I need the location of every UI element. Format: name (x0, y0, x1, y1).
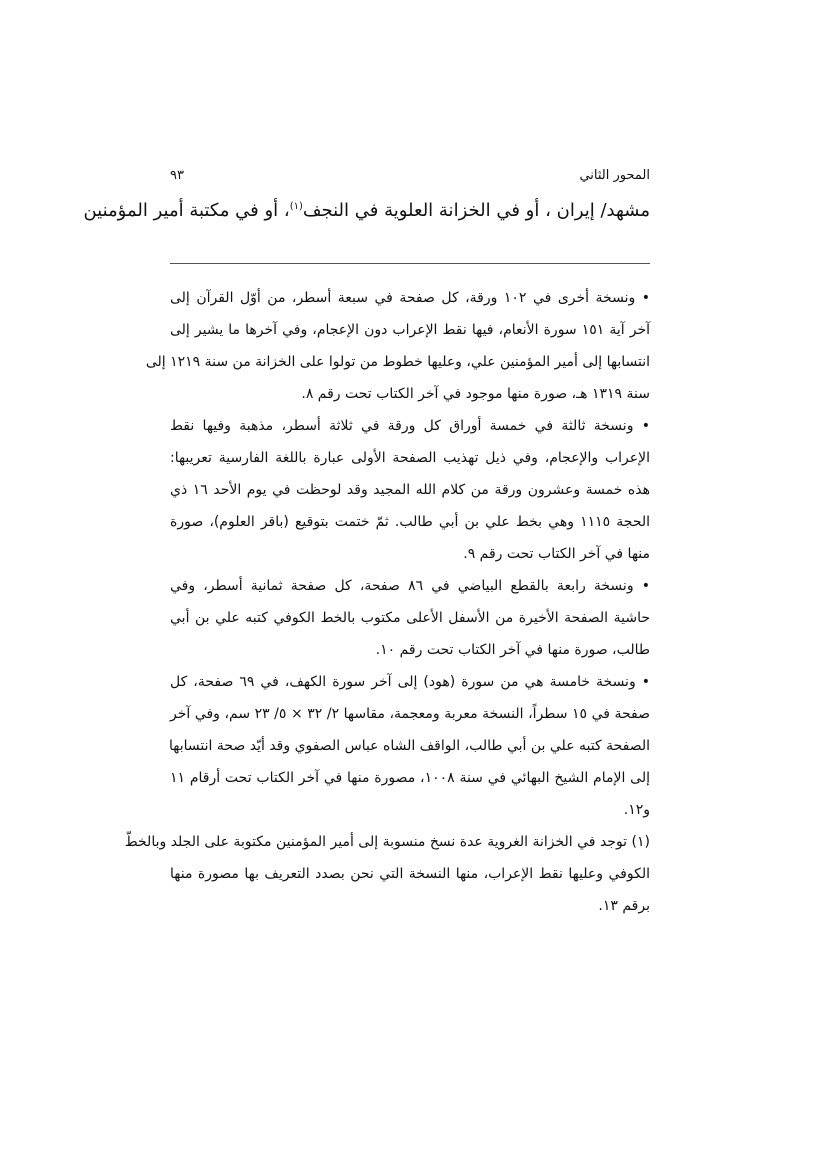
body-line: صفحة في ١٥ سطراً، النسخة معربة ومعجمة، مقاسها ٢/ ٣٢ × ٥/ ٢٣ سم، وفي آخر (170, 706, 650, 722)
body-line: سنة ١٣١٩ هـ، صورة منها موجود في آخر الكتاب تحت رقم ٨. (301, 386, 650, 402)
body-line: إلى الإمام الشيخ البهائي في سنة ١٠٠٨، مصورة منها في آخر الكتاب تحت أرقام ١١ (170, 770, 650, 786)
separator-rule (170, 263, 650, 264)
title-line (83, 200, 650, 221)
body-line: حاشية الصفحة الأخيرة من الأسفل الأعلى مكتوب بالخط الكوفي كتبه علي بن أبي (170, 610, 650, 626)
page-number: ٩٣ (170, 168, 184, 183)
body-line: الصفحة كتبه علي بن أبي طالب، الواقف الشاه عباس الصفوي وقد أيّد صحة انتسابها (169, 738, 650, 754)
footnote-line: برقم ١٣. (598, 898, 650, 914)
body-line: طالب، صورة منها في آخر الكتاب تحت رقم ١٠. (375, 642, 650, 658)
body-line: • ونسخة ثالثة في خمسة أوراق كل ورقة في ثلاثة أسطر، مذهبة وفيها نقط (170, 418, 650, 434)
body-line: • ونسخة خامسة هي من سورة (هود) إلى آخر سورة الكهف، في ٦٩ صفحة، كل (170, 674, 650, 690)
body-line: • ونسخة رابعة بالقطع البياضي في ٨٦ صفحة، كل صفحة ثمانية أسطر، وفي (170, 578, 650, 594)
footnote-mark[interactable]: (١) (289, 201, 303, 212)
body-line: الحجة ١١١٥ وهي بخط علي بن أبي طالب. ثمّ ختمت بتوقيع (باقر العلوم)، صورة (170, 514, 651, 530)
body-line: انتسابها إلى أمير المؤمنين علي، وعليها خطوط من تولوا على الخزانة من سنة ١٢١٩ إلى (145, 354, 650, 370)
body-line: الإعراب والإعجام، وفي ذيل تهذيب الصفحة الأولى عبارة باللغة الفارسية تعريبها: (170, 450, 650, 466)
body-line: و١٢. (623, 802, 650, 818)
body-line: منها في آخر الكتاب تحت رقم ٩. (463, 546, 650, 562)
body-line: آخر آية ١٥١ سورة الأنعام، فيها نقط الإعراب دون الإعجام، وفي آخرها ما يشير إلى (170, 322, 650, 338)
footnote-line: الكوفي وعليها نقط الإعراب، منها النسخة التي نحن بصدد التعريف بها مصورة منها (170, 866, 650, 882)
title-text: مشهد/ إيران ، أو في الخزانة العلوية في النجف (302, 200, 650, 221)
footnote-line: (١) توجد في الخزانة الغروية عدة نسخ منسوبة إلى أمير المؤمنين مكتوبة على الجلد وبالخطّ (124, 834, 650, 850)
title-text-after: ، أو في مكتبة أمير المؤمنين (83, 200, 290, 221)
body-line: • ونسخة أخرى في ١٠٢ ورقة، كل صفحة في سبعة أسطر، من أوّل القرآن إلى (170, 290, 650, 306)
running-header-section: المحور الثاني (579, 168, 650, 183)
body-line: هذه خمسة وعشرون ورقة من كلام الله المجيد وقد لوحظت في يوم الأحد ١٦ ذي (170, 482, 650, 498)
